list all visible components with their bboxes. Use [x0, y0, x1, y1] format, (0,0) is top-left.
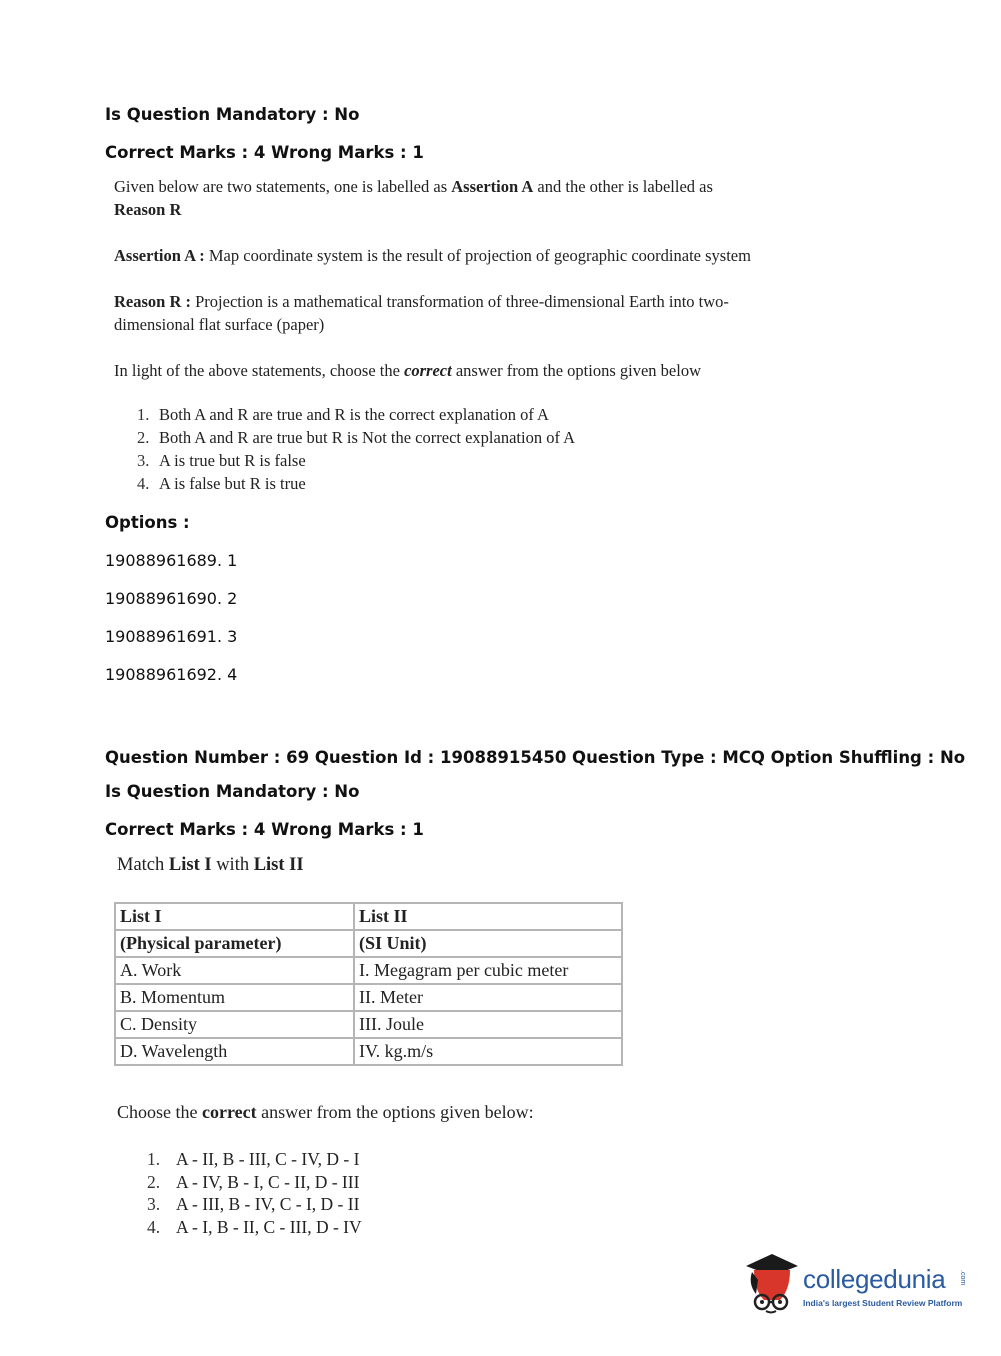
q68-choice-list: [137, 403, 575, 495]
table-cell: C. Density: [115, 1011, 354, 1038]
q69-marks: Correct Marks : 4 Wrong Marks : 1: [105, 820, 424, 839]
table-cell: III. Joule: [354, 1011, 622, 1038]
table-cell: List I: [115, 903, 354, 930]
q69-mandatory: Is Question Mandatory : No: [105, 782, 360, 801]
table-row: [115, 903, 622, 930]
list-item: 4. A - I, B - II, C - III, D - IV: [147, 1216, 362, 1237]
q68-option-3: 19088961691. 3: [105, 627, 238, 646]
q68-option-2: 19088961690. 2: [105, 589, 238, 608]
table-cell: List II: [354, 903, 622, 930]
list-item: 4. A is false but R is true: [137, 474, 306, 493]
q68-instruction: In light of the above statements, choose the correct answer from the options given below: [114, 361, 701, 380]
table-row: [115, 984, 622, 1011]
table-cell: I. Megagram per cubic meter: [354, 957, 622, 984]
q68-reason: Reason R : Projection is a mathematical transformation of three-dimensional Earth into two- dimensional flat surface (paper): [114, 292, 729, 334]
table-cell: (SI Unit): [354, 930, 622, 957]
q68-marks: Correct Marks : 4 Wrong Marks : 1: [105, 143, 424, 162]
table-cell: B. Momentum: [115, 984, 354, 1011]
q69-choice-list: [147, 1148, 362, 1238]
q69-match-table: [114, 902, 623, 1066]
list-item: 2. A - IV, B - I, C - II, D - III: [147, 1171, 360, 1192]
q68-intro: Given below are two statements, one is labelled as Assertion A and the other is labelled as Reason R: [114, 177, 713, 219]
table-row: [115, 957, 622, 984]
q69-prompt: Match List I with List II: [117, 855, 304, 875]
q68-options-label: Options :: [105, 513, 190, 532]
list-item: 3. A is true but R is false: [137, 451, 306, 470]
table-cell: A. Work: [115, 957, 354, 984]
list-item: 1. A - II, B - III, C - IV, D - I: [147, 1149, 360, 1169]
logo-mascot-icon: [742, 1250, 802, 1314]
table-row: [115, 1038, 622, 1065]
q68-option-4: 19088961692. 4: [105, 665, 238, 684]
q69-header: Question Number : 69 Question Id : 19088915450 Question Type : MCQ Option Shuffling : No: [105, 748, 966, 767]
list-item: 3. A - III, B - IV, C - I, D - II: [147, 1194, 360, 1214]
table-cell: D. Wavelength: [115, 1038, 354, 1065]
logo-com: .com: [959, 1270, 966, 1286]
logo-wordmark: collegedunia: [803, 1264, 946, 1294]
list-item: 2. Both A and R are true but R is Not the correct explanation of A: [137, 428, 576, 447]
table-row: [115, 1011, 622, 1038]
table-cell: (Physical parameter): [115, 930, 354, 957]
table-cell: II. Meter: [354, 984, 622, 1011]
q68-assertion: Assertion A : Map coordinate system is the result of projection of geographic coordinate system: [114, 246, 751, 265]
q68-option-1: 19088961689. 1: [105, 551, 238, 570]
table-cell: IV. kg.m/s: [354, 1038, 622, 1065]
logo-tagline: India's largest Student Review Platform: [803, 1298, 963, 1308]
list-item: 1. Both A and R are true and R is the correct explanation of A: [137, 405, 549, 424]
q69-instruction: Choose the correct answer from the options given below:: [117, 1102, 534, 1122]
table-row: [115, 930, 622, 957]
q68-mandatory: Is Question Mandatory : No: [105, 105, 360, 124]
